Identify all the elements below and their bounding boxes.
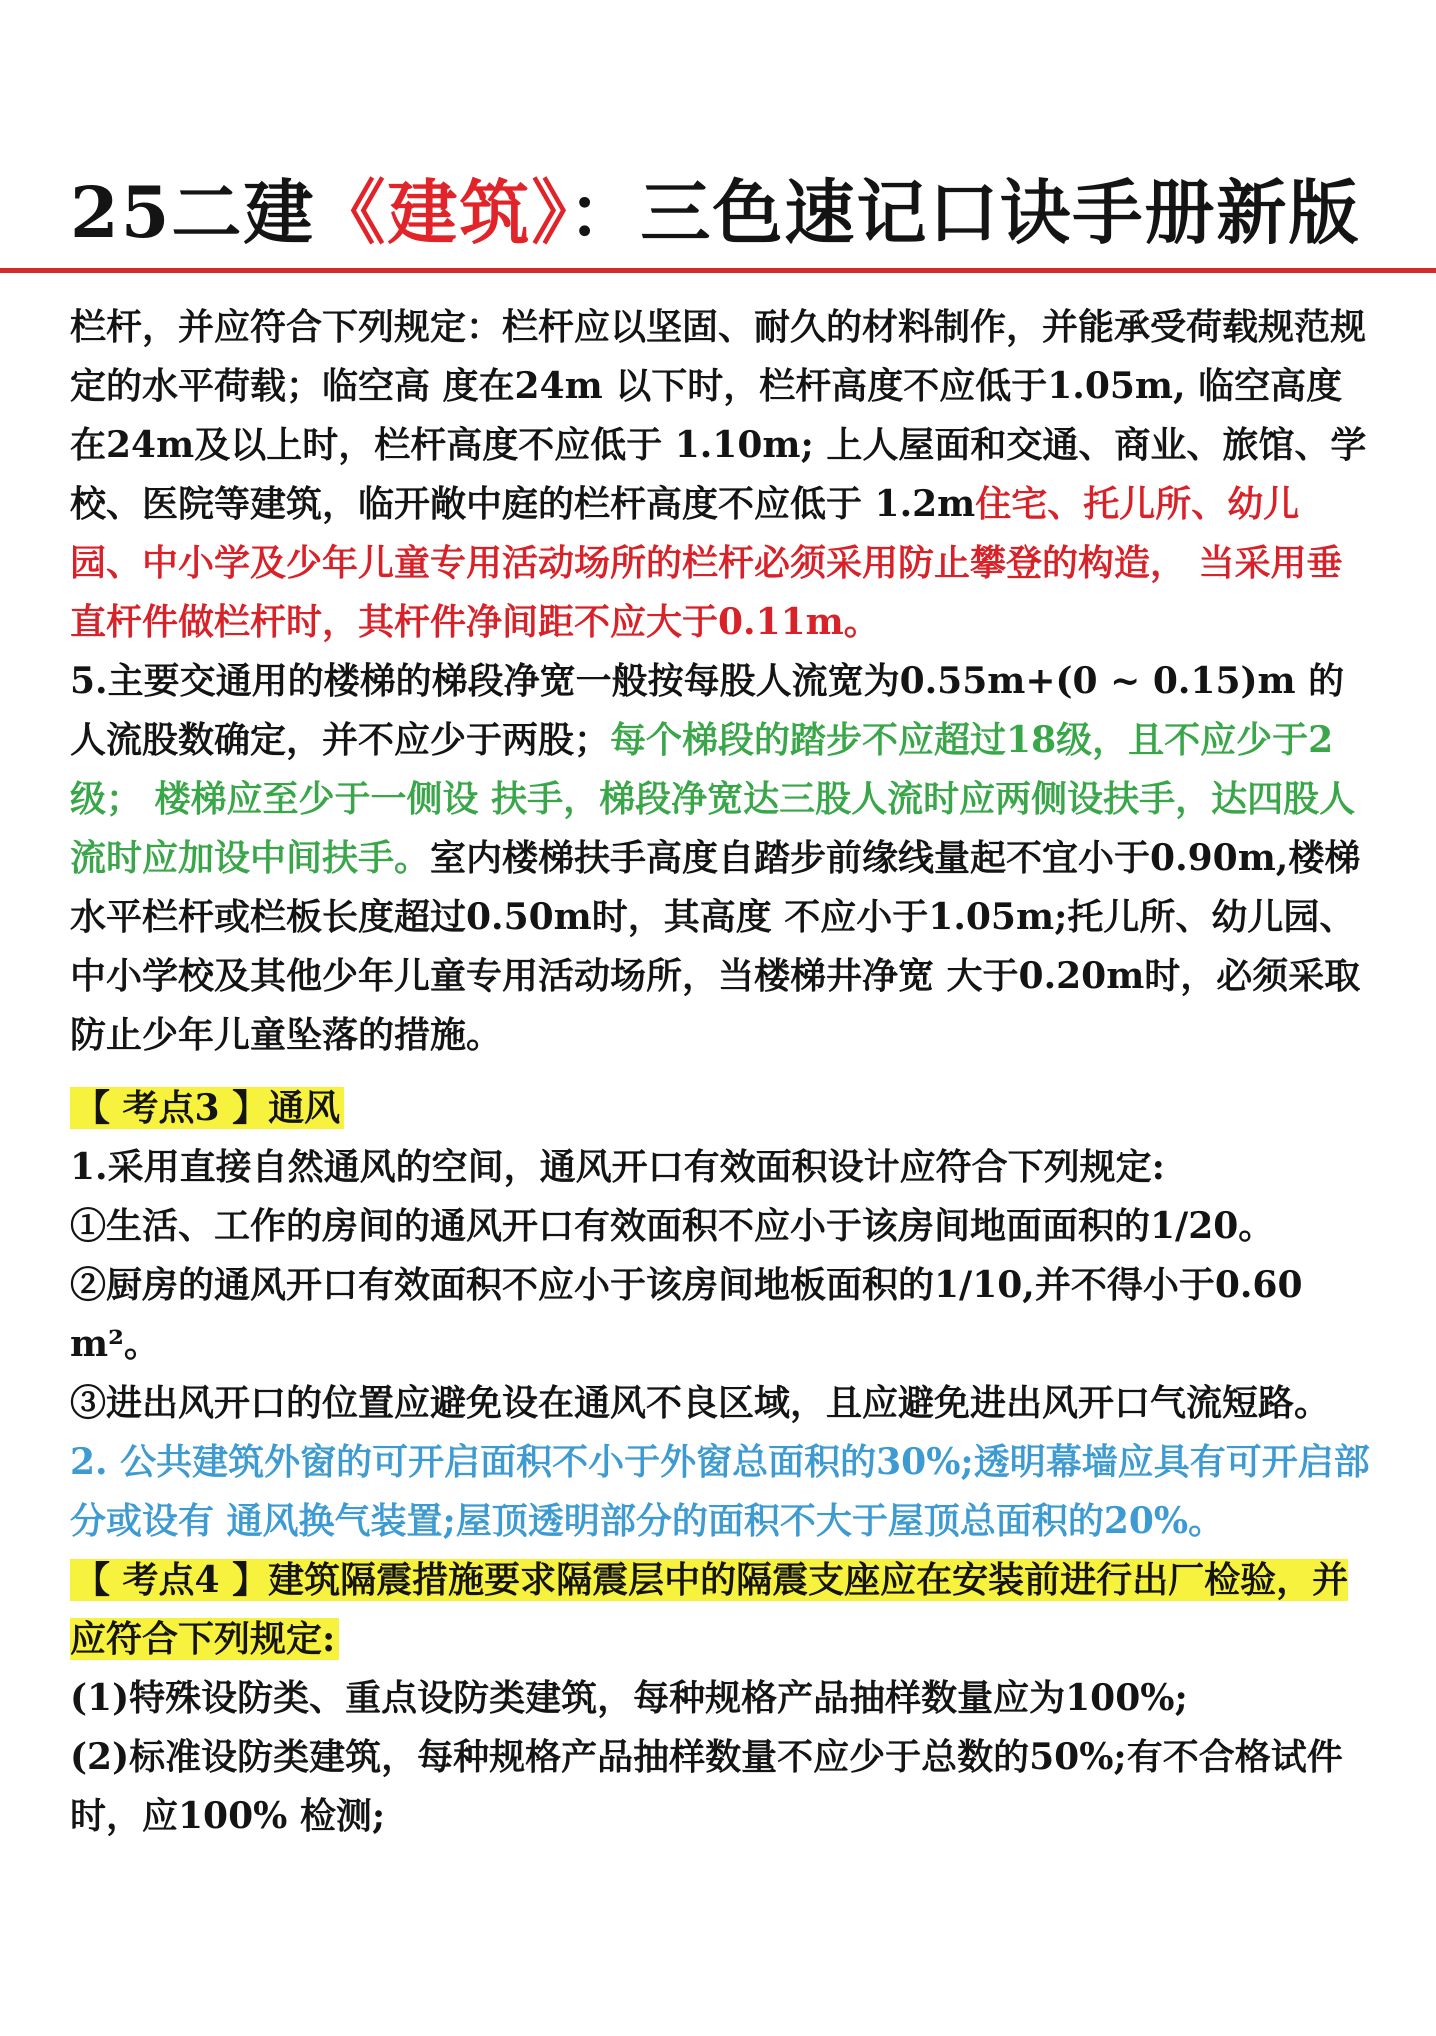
title-highlight: 《建筑》 xyxy=(315,171,569,254)
railing-red-text: 住宅、托儿所、幼儿园、中小学及少年儿童专用活动场所的栏杆必须采用防止攀登的构造， 当采用垂直杆件做栏杆时，其杆件净间距不应大于0.11m。 xyxy=(70,483,1343,643)
content-body xyxy=(70,298,1370,1846)
kp4-line-1: (1)特殊设防类、重点设防类建筑，每种规格产品抽样数量应为100%; xyxy=(70,1677,1188,1719)
stairs-paragraph xyxy=(70,652,1370,1065)
kp3-line-4: ③进出风开口的位置应避免设在通风不良区域，且应避免进出风开口气流短路。 xyxy=(70,1382,1331,1424)
railing-text: 栏杆，并应符合下列规定：栏杆应以坚固、耐久的材料制作，并能承受荷载规范规定的水平荷载；临空高 度在24m 以下时，栏杆高度不应低于1.05m, 临空高度在24m及以上时，栏杆高度不应低于 1.10m; 上人屋面和交通、商业、旅馆、学校、医院等建筑，临开敞中庭的栏杆高度不应低于 1.2m xyxy=(70,306,1367,525)
kp3-line-5: 2. 公共建筑外窗的可开启面积不小于外窗总面积的30%;透明幕墙应具有可开启部分或设有 通风换气装置;屋顶透明部分的面积不大于屋顶总面积的20%。 xyxy=(70,1441,1370,1542)
title-suffix: ：三色速记口诀手册新版 xyxy=(568,171,1361,254)
page-title xyxy=(70,168,1390,258)
railing-paragraph xyxy=(70,298,1370,652)
kp3-heading: 【 考点3 】通风 xyxy=(70,1087,344,1129)
kp3-line-3: ②厨房的通风开口有效面积不应小于该房间地板面积的1/10,并不得小于0.60 m²。 xyxy=(70,1264,1303,1365)
kp3-line-2: ①生活、工作的房间的通风开口有效面积不应小于该房间地面面积的1/20。 xyxy=(70,1205,1275,1247)
kp4-heading: 【 考点4 】建筑隔震措施要求隔震层中的隔震支座应在安装前进行出厂检验，并应符合下列规定: xyxy=(70,1559,1349,1660)
section-heading-kp4 xyxy=(70,1551,1370,1669)
kp3-line-1: 1.采用直接自然通风的空间，通风开口有效面积设计应符合下列规定: xyxy=(70,1146,1165,1188)
kp4-line-2: (2)标准设防类建筑，每种规格产品抽样数量不应少于总数的50%;有不合格试件时，应100% 检测; xyxy=(70,1736,1343,1837)
title-prefix: 25二建 xyxy=(70,171,316,254)
stairs-text-2: 室内楼梯扶手高度自踏步前缘线量起不宜小于0.90m,楼梯水平栏杆或栏板长度超过0.50m时，其高度 不应小于1.05m;托儿所、幼儿园、中小学校及其他少年儿童专用活动场所，当楼梯井净宽 大于0.20m时，必须采取防止少年儿童坠落的措施。 xyxy=(70,837,1361,1056)
stairs-green-text: 每个梯段的踏步不应超过18级，且不应少于2级； 楼梯应至少于一侧设 扶手，梯段净宽达三股人流时应两侧设扶手，达四股人流时应加设中间扶手。 xyxy=(70,719,1356,879)
stairs-text-1: 5.主要交通用的楼梯的梯段净宽一般按每股人流宽为0.55m+(0 ~ 0.15)m 的人流股数确定，并不应少于两股； xyxy=(70,660,1345,761)
title-divider xyxy=(0,268,1436,273)
section-heading-kp3 xyxy=(70,1079,1370,1138)
